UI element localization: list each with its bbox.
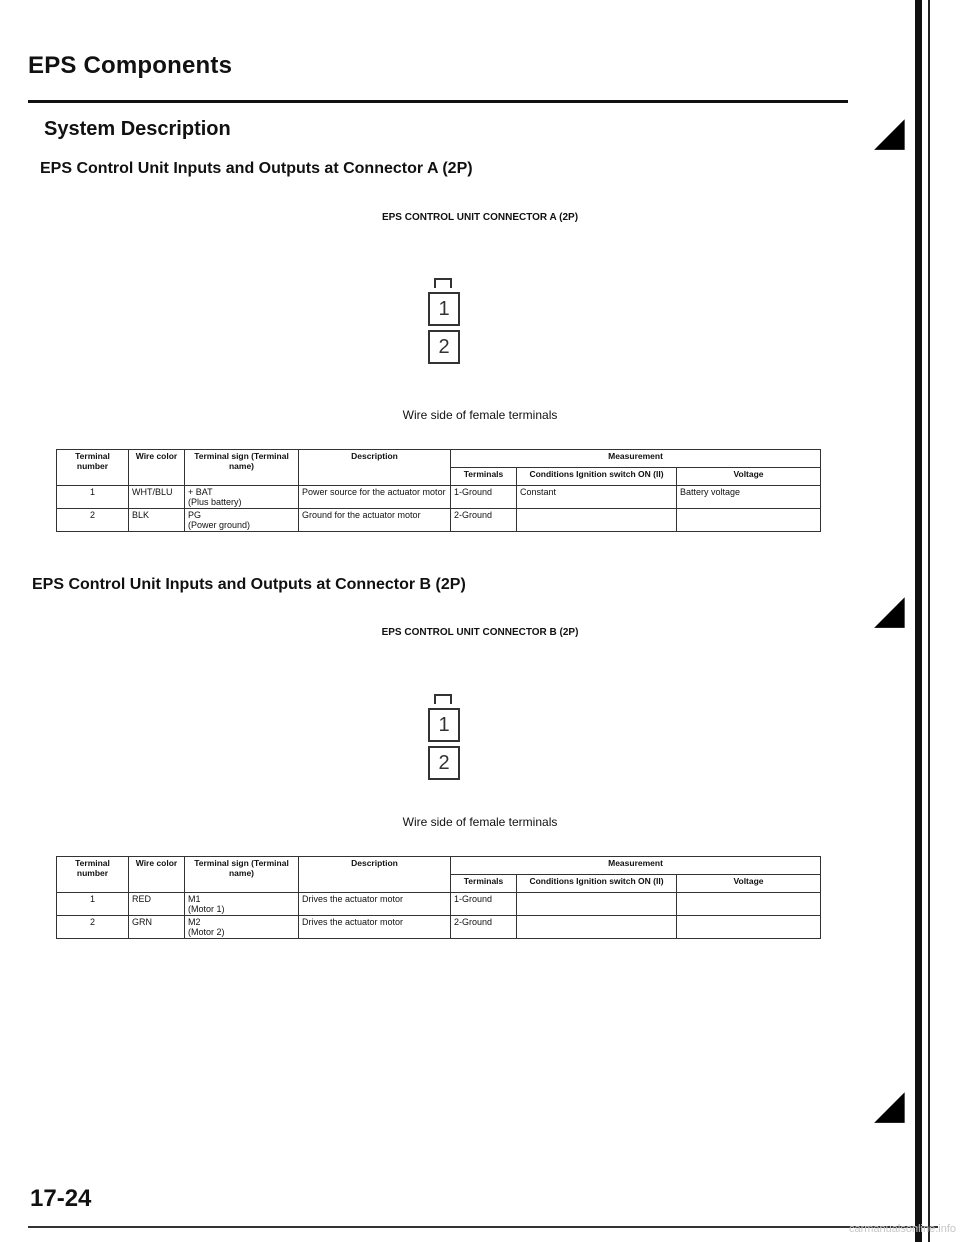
cell-wire-color: WHT/BLU	[129, 486, 185, 509]
cell-wire-color: RED	[129, 893, 185, 916]
header-wire-color: Wire color	[129, 857, 185, 893]
page-notch-mark: ◢	[874, 1083, 905, 1127]
cell-terminal-number: 2	[57, 916, 129, 939]
cell-terminal-sign	[185, 486, 299, 509]
cell-terminal-number: 1	[57, 893, 129, 916]
header-terminal-number: Terminal number	[57, 450, 129, 486]
terminal-sign: + BAT	[188, 487, 213, 497]
connector-a-heading: EPS Control Unit Inputs and Outputs at Connector A (2P)	[40, 160, 473, 177]
cell-terminals: 1-Ground	[451, 893, 517, 916]
connector-lock-tab	[434, 278, 452, 288]
connector-b-heading: EPS Control Unit Inputs and Outputs at Connector B (2P)	[32, 576, 466, 593]
header-wire-color: Wire color	[129, 450, 185, 486]
header-conditions: Conditions Ignition switch ON (II)	[517, 468, 677, 486]
header-description: Description	[299, 450, 451, 486]
table-row	[57, 486, 821, 509]
terminal-sign: M2	[188, 917, 201, 927]
page-notch-mark: ◢	[874, 110, 905, 154]
cell-description: Drives the actuator motor	[299, 916, 451, 939]
connector-b-diagram	[428, 694, 458, 780]
cell-voltage	[677, 509, 821, 532]
page-notch-mark: ◢	[874, 588, 905, 632]
header-voltage: Voltage	[677, 468, 821, 486]
cell-terminals: 2-Ground	[451, 916, 517, 939]
cell-voltage	[677, 893, 821, 916]
connector-b-caption: EPS CONTROL UNIT CONNECTOR B (2P)	[381, 627, 579, 638]
cell-terminal-sign	[185, 509, 299, 532]
terminal-sign: M1	[188, 894, 201, 904]
connector-a-caption: EPS CONTROL UNIT CONNECTOR A (2P)	[381, 212, 579, 223]
header-terminals: Terminals	[451, 875, 517, 893]
cell-terminal-sign	[185, 916, 299, 939]
cell-conditions	[517, 509, 677, 532]
cell-voltage: Battery voltage	[677, 486, 821, 509]
terminal-name: (Motor 1)	[188, 904, 225, 914]
cell-description: Drives the actuator motor	[299, 893, 451, 916]
table-row	[57, 916, 821, 939]
connector-lock-tab	[434, 694, 452, 704]
cell-terminal-number: 2	[57, 509, 129, 532]
connector-a-table	[56, 449, 821, 532]
section-title: System Description	[44, 118, 231, 140]
connector-a-wire-side-caption: Wire side of female terminals	[402, 408, 558, 422]
terminal-name: (Power ground)	[188, 520, 251, 530]
cell-conditions	[517, 893, 677, 916]
connector-b-wire-side-caption: Wire side of female terminals	[402, 815, 558, 829]
watermark: carmanualsonline.info	[848, 1223, 956, 1235]
connector-b-table	[56, 856, 821, 939]
connector-pin: 1	[428, 292, 460, 326]
header-measurement: Measurement	[451, 450, 821, 468]
connector-pin: 2	[428, 746, 460, 780]
connector-pin: 2	[428, 330, 460, 364]
table-row	[57, 893, 821, 916]
cell-description: Ground for the actuator motor	[299, 509, 451, 532]
cell-terminals: 1-Ground	[451, 486, 517, 509]
table-row	[57, 509, 821, 532]
page-number: 17-24	[30, 1185, 92, 1212]
header-voltage: Voltage	[677, 875, 821, 893]
terminal-name: (Motor 2)	[188, 927, 225, 937]
header-description: Description	[299, 857, 451, 893]
page-title: EPS Components	[28, 52, 233, 79]
header-terminal-sign: Terminal sign (Terminal name)	[185, 450, 299, 486]
terminal-name: (Plus battery)	[188, 497, 242, 507]
binding-bar	[915, 0, 922, 1242]
header-terminal-sign: Terminal sign (Terminal name)	[185, 857, 299, 893]
title-divider	[28, 100, 848, 103]
connector-a-diagram	[428, 278, 458, 364]
header-terminal-number: Terminal number	[57, 857, 129, 893]
binding-bar-thin	[928, 0, 930, 1242]
cell-terminal-number: 1	[57, 486, 129, 509]
cell-conditions	[517, 916, 677, 939]
terminal-sign: PG	[188, 510, 202, 520]
connector-pin: 1	[428, 708, 460, 742]
cell-wire-color: BLK	[129, 509, 185, 532]
header-terminals: Terminals	[451, 468, 517, 486]
cell-wire-color: GRN	[129, 916, 185, 939]
bottom-divider	[28, 1226, 938, 1228]
header-conditions: Conditions Ignition switch ON (II)	[517, 875, 677, 893]
cell-description: Power source for the actuator motor	[299, 486, 451, 509]
header-measurement: Measurement	[451, 857, 821, 875]
cell-terminals: 2-Ground	[451, 509, 517, 532]
cell-terminal-sign	[185, 893, 299, 916]
cell-voltage	[677, 916, 821, 939]
cell-conditions: Constant	[517, 486, 677, 509]
